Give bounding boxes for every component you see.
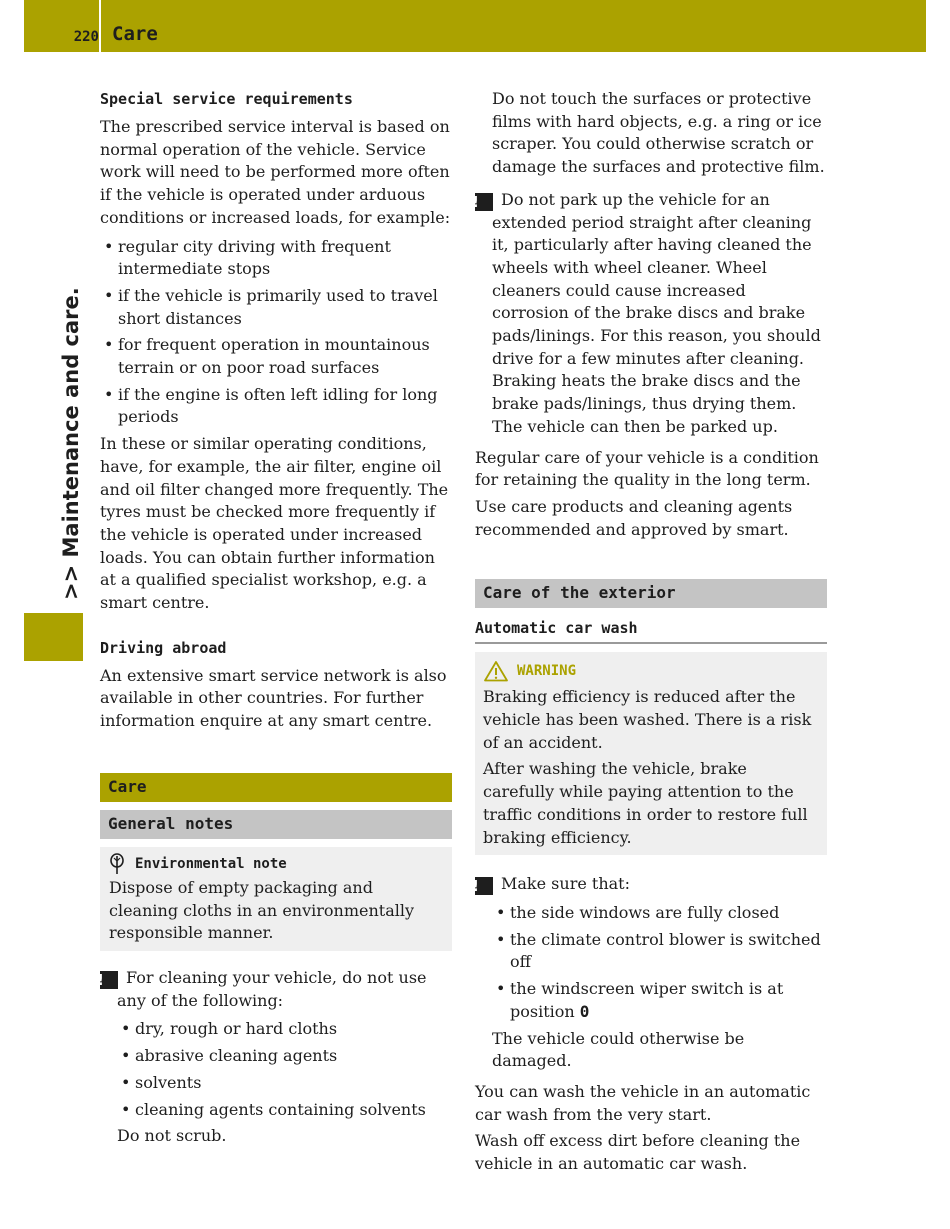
special-service-outro: In these or similar operating conditions, have, for example, the air filter, engine oil and oil filter changed more frequently. The tyres must be checked more frequently if the vehicle is operated under increased loads. You can obtain further information at a qualified specialist workshop, e.g. a smart centre. — [100, 434, 449, 613]
driving-abroad-heading: Driving abroad — [100, 638, 227, 657]
list-item: • abrasive cleaning agents — [117, 1045, 452, 1068]
special-service-heading: Special service requirements — [100, 90, 353, 108]
driving-abroad-text: An extensive smart service network is also available in other countries. For further information enquire at any smart centre. — [100, 665, 447, 731]
warning-text-2: After washing the vehicle, brake carefully while paying attention to the traffic conditions in order to restore full braking efficiency. — [483, 759, 808, 847]
care-section-bar: Care — [100, 773, 452, 802]
make-sure-lead — [472, 873, 827, 896]
exclamation-icon: ! — [475, 193, 493, 211]
cleaning-caution — [97, 967, 452, 1148]
exclamation-icon: ! — [475, 877, 493, 895]
list-item — [492, 978, 827, 1023]
car-wash-text-2: Wash off excess dirt before cleaning the vehicle in an automatic car wash. — [475, 1131, 801, 1174]
parking-caution — [472, 189, 827, 439]
environmental-note-text: Dispose of empty packaging and cleaning cloths in an environmentally responsible manner. — [109, 877, 415, 943]
special-service-list — [100, 236, 452, 430]
chapter-side-label: >> Maintenance and care. — [59, 287, 83, 600]
page-number: 220 — [73, 29, 99, 45]
list-item: • if the vehicle is primarily used to travel short distances — [100, 285, 452, 330]
make-sure-tail: The vehicle could otherwise be damaged. — [492, 1028, 745, 1071]
environmental-note-box — [100, 847, 452, 951]
right-column — [472, 88, 827, 1180]
cleaning-caution-tail: Do not scrub. — [117, 1126, 227, 1146]
warning-box — [475, 652, 827, 855]
environmental-note-title — [109, 851, 443, 877]
car-wash-text-1: You can wash the vehicle in an automatic car wash from the very start. — [475, 1081, 811, 1124]
surface-caution-continued: Do not touch the surfaces or protective films with hard objects, e.g. a ring or ice scraper. You could otherwise scratch or damage the surfaces and protective film. — [492, 89, 825, 177]
warning-label: WARNING — [517, 663, 577, 680]
environmental-note-label: Environmental note — [135, 855, 287, 872]
left-column — [97, 88, 452, 1152]
page-header — [24, 0, 926, 52]
page-title: Care — [112, 23, 158, 45]
special-service-intro: The prescribed service interval is based on normal operation of the vehicle. Service work will need to be performed more often if the vehicle is operated under arduous conditions or increased loads, for example: — [100, 117, 451, 227]
make-sure-caution — [472, 873, 827, 1073]
header-separator — [99, 0, 101, 52]
regular-care-text: Regular care of your vehicle is a condition for retaining the quality in the long term. — [475, 447, 819, 490]
make-sure-list — [492, 902, 827, 1024]
list-item: • the side windows are fully closed — [492, 902, 827, 925]
exclamation-icon: ! — [100, 971, 118, 989]
general-notes-bar: General notes — [100, 810, 452, 839]
list-item: • dry, rough or hard cloths — [117, 1018, 452, 1041]
automatic-car-wash-heading: Automatic car wash — [475, 616, 827, 644]
parking-caution-text: Do not park up the vehicle for an extended period straight after cleaning it, particularly after having cleaned the wheels with wheel cleaner. Wheel cleaners could cause increased corrosion of the brake discs and brake pads/linings. For this reason, you should drive for a few minutes after cleaning. Braking heats the brake discs and the brake pads/linings, thus drying them. The vehicle can then be parked up. — [492, 189, 821, 436]
cleaning-caution-text: For cleaning your vehicle, do not use any of the following: — [117, 967, 427, 1010]
make-sure-text: Make sure that: — [501, 874, 630, 894]
care-exterior-bar: Care of the exterior — [475, 579, 827, 608]
care-products-text: Use care products and cleaning agents recommended and approved by smart. — [475, 496, 793, 539]
leaf-icon — [109, 853, 125, 875]
warning-text-1: Braking efficiency is reduced after the vehicle has been washed. There is a risk of an accident. — [483, 687, 812, 752]
list-item: • the climate control blower is switched off — [492, 929, 827, 974]
warning-title — [483, 656, 819, 686]
wiper-switch-text: the windscreen wiper switch is at position — [510, 979, 784, 1021]
list-item: • for frequent operation in mountainous terrain or on poor road surfaces — [100, 334, 452, 379]
wiper-position-value: 0 — [579, 1001, 590, 1021]
list-item: • cleaning agents containing solvents — [117, 1099, 452, 1122]
cleaning-avoid-list — [117, 1018, 452, 1121]
cleaning-caution-lead — [97, 967, 452, 1012]
list-item: • regular city driving with frequent intermediate stops — [100, 236, 452, 281]
list-item: • solvents — [117, 1072, 452, 1095]
warning-triangle-icon — [483, 660, 509, 682]
list-item: • if the engine is often left idling for long periods — [100, 384, 452, 429]
chapter-marker — [24, 613, 83, 661]
